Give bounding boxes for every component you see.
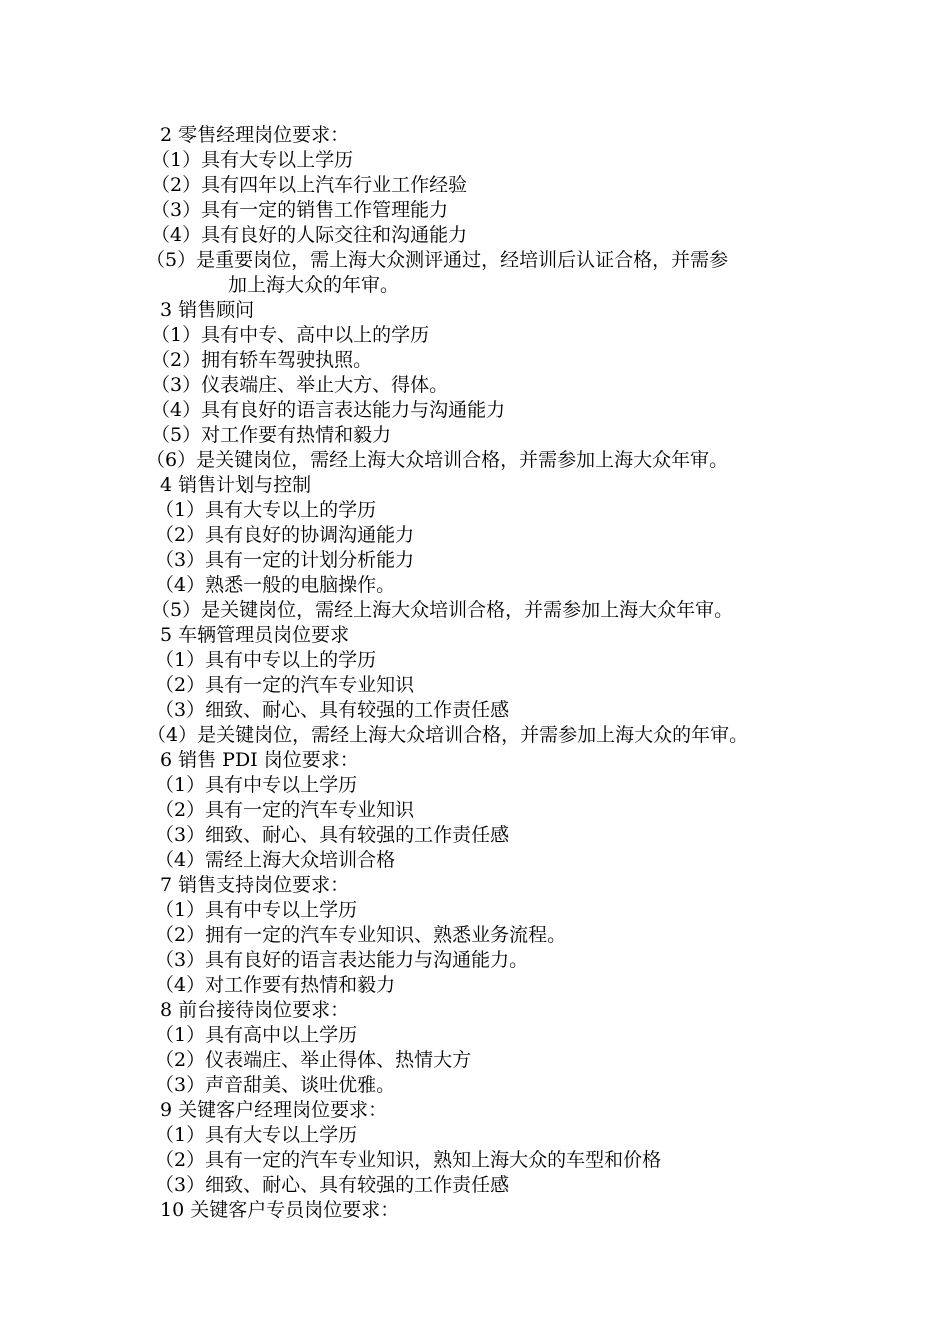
heading-sales-pdi: 6 销售 PDI 岗位要求： [160,749,359,771]
list-item: （1）具有大专以上学历 [155,1124,358,1146]
list-item: （3）细致、耐心、具有较强的工作责任感 [155,699,510,721]
list-item: （2）具有一定的汽车专业知识 [155,799,415,821]
list-item: （1）具有中专以上学历 [155,774,358,796]
heading-front-desk-reception: 8 前台接待岗位要求： [160,999,350,1021]
list-item: （2）具有四年以上汽车行业工作经验 [151,174,468,196]
list-item: （3）细致、耐心、具有较强的工作责任感 [155,824,510,846]
heading-sales-planning: 4 销售计划与控制 [160,474,312,496]
list-item: （4）具有良好的人际交往和沟通能力 [151,224,468,246]
list-item: （4）需经上海大众培训合格 [155,849,396,871]
list-item: （1）具有高中以上学历 [155,1024,358,1046]
list-item: （1）具有大专以上的学历 [155,499,377,521]
heading-retail-manager: 2 零售经理岗位要求： [160,124,350,146]
heading-vehicle-manager: 5 车辆管理员岗位要求 [160,624,350,646]
list-item: （3）仪表端庄、举止大方、得体。 [151,374,449,396]
heading-sales-consultant: 3 销售顾问 [160,299,255,321]
list-item: （5）是重要岗位，需上海大众测评通过，经培训后认证合格，并需参 [146,249,729,271]
list-item: （4）对工作要有热情和毅力 [155,974,396,996]
list-item: （4）熟悉一般的电脑操作。 [155,574,396,596]
list-item: （3）具有良好的语言表达能力与沟通能力。 [155,949,529,971]
list-item: （3）细致、耐心、具有较强的工作责任感 [155,1174,510,1196]
list-item: （2）具有良好的协调沟通能力 [155,524,415,546]
list-item: （5）是关键岗位，需经上海大众培训合格，并需参加上海大众年审。 [151,599,734,621]
list-item: （4）具有良好的语言表达能力与沟通能力 [151,399,506,421]
heading-sales-support: 7 销售支持岗位要求： [160,874,350,896]
heading-key-account-specialist: 10 关键客户专员岗位要求： [160,1199,400,1221]
list-item: （2）拥有轿车驾驶执照。 [151,349,373,371]
list-item: （6）是关键岗位，需经上海大众培训合格，并需参加上海大众年审。 [146,449,729,471]
list-item: （2）仪表端庄、举止得体、热情大方 [155,1049,472,1071]
heading-key-account-manager: 9 关键客户经理岗位要求： [160,1099,388,1121]
list-item: （1）具有中专以上学历 [155,899,358,921]
list-item: （2）拥有一定的汽车专业知识、熟悉业务流程。 [155,924,567,946]
list-item: （2）具有一定的汽车专业知识 [155,674,415,696]
list-item: （1）具有大专以上学历 [151,149,354,171]
list-item: （4）是关键岗位，需经上海大众培训合格，并需参加上海大众的年审。 [147,724,749,746]
list-item: （1）具有中专、高中以上的学历 [151,324,430,346]
list-item: （5）对工作要有热情和毅力 [151,424,392,446]
list-item: （3）具有一定的销售工作管理能力 [151,199,449,221]
list-item-continuation: 加上海大众的年审。 [228,274,400,296]
list-item: （2）具有一定的汽车专业知识，熟知上海大众的车型和价格 [155,1149,662,1171]
list-item: （3）声音甜美、谈吐优雅。 [155,1074,396,1096]
list-item: （1）具有中专以上的学历 [155,649,377,671]
list-item: （3）具有一定的计划分析能力 [155,549,415,571]
